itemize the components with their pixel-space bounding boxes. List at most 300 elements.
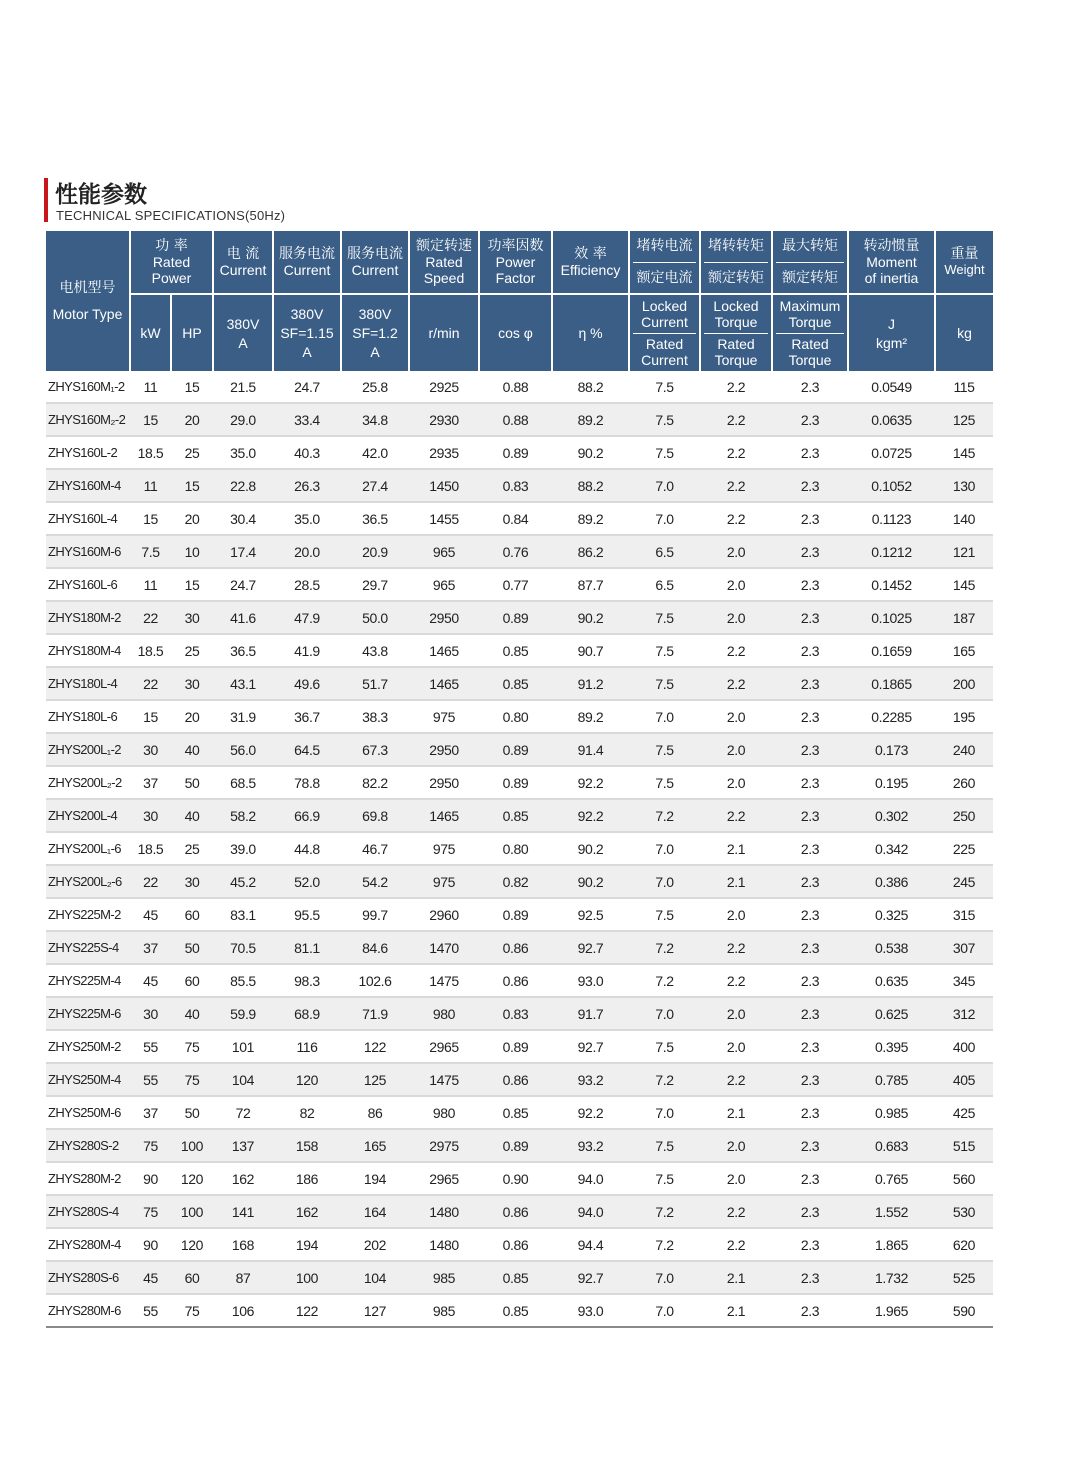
table-cell: 2.3 (772, 799, 848, 832)
table-cell: 2.3 (772, 1195, 848, 1228)
table-cell: 0.0725 (848, 436, 935, 469)
table-cell: 30 (130, 997, 171, 1030)
table-cell: 43.1 (213, 667, 273, 700)
table-cell: 7.2 (629, 1063, 700, 1096)
table-cell: 260 (935, 766, 993, 799)
table-cell: 0.1052 (848, 469, 935, 502)
table-cell: 158 (273, 1129, 341, 1162)
table-cell: 7.2 (629, 1195, 700, 1228)
table-cell-model: ZHYS280M-6 (46, 1294, 130, 1327)
table-cell: 2.3 (772, 634, 848, 667)
table-cell-model: ZHYS180L-4 (46, 667, 130, 700)
table-cell: 45 (130, 898, 171, 931)
table-row (46, 1096, 993, 1129)
table-cell: 1465 (409, 667, 479, 700)
table-cell: 0.0549 (848, 371, 935, 403)
table-cell: 1465 (409, 634, 479, 667)
table-cell: 2.3 (772, 733, 848, 766)
table-cell: 7.0 (629, 469, 700, 502)
table-cell: 1480 (409, 1195, 479, 1228)
header-max-torque-cn: 最大转矩 额定转矩 (772, 231, 848, 294)
table-cell: 100 (273, 1261, 341, 1294)
table-cell: 7.5 (629, 371, 700, 403)
table-cell: 7.5 (629, 898, 700, 931)
table-cell: 1470 (409, 931, 479, 964)
table-cell: 7.0 (629, 1096, 700, 1129)
table-cell: 965 (409, 535, 479, 568)
table-cell: 145 (935, 568, 993, 601)
table-cell: 405 (935, 1063, 993, 1096)
table-cell: 0.84 (479, 502, 552, 535)
header-current-unit: 380V A (213, 294, 273, 371)
table-cell: 92.2 (552, 766, 629, 799)
table-cell-model: ZHYS250M-4 (46, 1063, 130, 1096)
table-cell: 58.2 (213, 799, 273, 832)
table-cell: 975 (409, 832, 479, 865)
table-cell: 1.552 (848, 1195, 935, 1228)
header-sf115-unit: 380V SF=1.15 A (273, 294, 341, 371)
table-cell: 41.9 (273, 634, 341, 667)
table-cell: 6.5 (629, 535, 700, 568)
table-cell: 2.2 (700, 1063, 772, 1096)
table-cell: 2.3 (772, 1162, 848, 1195)
table-cell: 0.302 (848, 799, 935, 832)
table-cell: 7.5 (629, 634, 700, 667)
table-cell: 55 (130, 1063, 171, 1096)
table-cell: 0.85 (479, 667, 552, 700)
table-row (46, 964, 993, 997)
table-cell: 45 (130, 964, 171, 997)
table-cell: 20.0 (273, 535, 341, 568)
table-cell-model: ZHYS225S-4 (46, 931, 130, 964)
table-cell: 18.5 (130, 832, 171, 865)
table-cell: 245 (935, 865, 993, 898)
table-cell: 51.7 (341, 667, 409, 700)
table-cell: 2.0 (700, 601, 772, 634)
header-rated-speed: 额定转速 Rated Speed (409, 231, 479, 294)
table-cell: 2.2 (700, 502, 772, 535)
table-cell: 116 (273, 1030, 341, 1063)
table-cell: 15 (130, 502, 171, 535)
table-cell: 130 (935, 469, 993, 502)
table-cell: 36.5 (341, 502, 409, 535)
table-cell: 2.3 (772, 469, 848, 502)
table-cell: 86.2 (552, 535, 629, 568)
table-cell: 0.395 (848, 1030, 935, 1063)
header-efficiency: 效 率 Efficiency (552, 231, 629, 294)
table-cell: 2.0 (700, 766, 772, 799)
table-cell: 2.3 (772, 1129, 848, 1162)
header-inertia-unit: J kgm² (848, 294, 935, 371)
table-cell: 0.85 (479, 1096, 552, 1129)
table-cell: 106 (213, 1294, 273, 1327)
table-cell: 0.1865 (848, 667, 935, 700)
table-cell: 0.2285 (848, 700, 935, 733)
table-row (46, 1261, 993, 1294)
table-cell: 7.2 (629, 964, 700, 997)
table-cell: 93.0 (552, 964, 629, 997)
table-cell: 46.7 (341, 832, 409, 865)
table-cell: 15 (171, 371, 213, 403)
table-cell: 0.1659 (848, 634, 935, 667)
table-cell: 22 (130, 667, 171, 700)
table-cell: 2.3 (772, 1228, 848, 1261)
table-cell: 2.3 (772, 568, 848, 601)
table-cell: 0.88 (479, 371, 552, 403)
header-pf-unit: cos φ (479, 294, 552, 371)
header-hp: HP (171, 294, 213, 371)
table-cell: 164 (341, 1195, 409, 1228)
table-cell: 71.9 (341, 997, 409, 1030)
table-cell: 31.9 (213, 700, 273, 733)
table-cell: 54.2 (341, 865, 409, 898)
table-cell-model: ZHYS200L₁-2 (46, 733, 130, 766)
table-cell: 0.325 (848, 898, 935, 931)
table-cell: 50.0 (341, 601, 409, 634)
table-cell: 90.2 (552, 865, 629, 898)
table-cell: 0.88 (479, 403, 552, 436)
table-cell: 2.3 (772, 502, 848, 535)
table-cell: 18.5 (130, 436, 171, 469)
header-service-current-12: 服务电流 Current (341, 231, 409, 294)
table-cell: 7.5 (629, 403, 700, 436)
table-cell: 2.2 (700, 1228, 772, 1261)
table-cell: 60 (171, 964, 213, 997)
table-cell: 0.1025 (848, 601, 935, 634)
table-cell: 590 (935, 1294, 993, 1327)
table-cell-model: ZHYS160M-6 (46, 535, 130, 568)
table-cell: 1.865 (848, 1228, 935, 1261)
table-cell: 120 (171, 1162, 213, 1195)
table-cell: 2975 (409, 1129, 479, 1162)
table-cell: 0.0635 (848, 403, 935, 436)
table-cell: 55 (130, 1030, 171, 1063)
table-cell-model: ZHYS180M-4 (46, 634, 130, 667)
table-cell: 1450 (409, 469, 479, 502)
table-cell: 2.0 (700, 997, 772, 1030)
header-kw: kW (130, 294, 171, 371)
table-cell: 2.2 (700, 667, 772, 700)
table-row (46, 436, 993, 469)
table-cell-model: ZHYS225M-4 (46, 964, 130, 997)
table-cell: 0.86 (479, 1195, 552, 1228)
table-cell: 0.765 (848, 1162, 935, 1195)
table-cell: 102.6 (341, 964, 409, 997)
table-cell: 2925 (409, 371, 479, 403)
table-cell: 2.3 (772, 1294, 848, 1327)
table-cell: 7.5 (629, 1162, 700, 1195)
table-cell: 1475 (409, 1063, 479, 1096)
table-cell-model: ZHYS180M-2 (46, 601, 130, 634)
table-cell: 41.6 (213, 601, 273, 634)
table-cell: 0.86 (479, 931, 552, 964)
table-cell: 7.5 (629, 667, 700, 700)
table-cell-model: ZHYS160M-4 (46, 469, 130, 502)
table-cell: 75 (171, 1294, 213, 1327)
table-cell: 122 (341, 1030, 409, 1063)
table-cell: 21.5 (213, 371, 273, 403)
table-cell: 7.5 (629, 766, 700, 799)
table-cell: 92.7 (552, 1261, 629, 1294)
table-cell: 7.0 (629, 1261, 700, 1294)
table-cell: 2950 (409, 733, 479, 766)
table-cell: 2.3 (772, 964, 848, 997)
table-cell: 2.2 (700, 799, 772, 832)
table-cell: 240 (935, 733, 993, 766)
table-row (46, 700, 993, 733)
table-cell: 0.625 (848, 997, 935, 1030)
table-cell: 0.77 (479, 568, 552, 601)
table-cell: 83.1 (213, 898, 273, 931)
table-cell: 25 (171, 436, 213, 469)
table-row (46, 1129, 993, 1162)
table-cell: 15 (171, 469, 213, 502)
table-cell: 93.2 (552, 1063, 629, 1096)
table-cell: 104 (341, 1261, 409, 1294)
table-cell: 1480 (409, 1228, 479, 1261)
header-locked-current-en: Locked Current Rated Current (629, 294, 700, 371)
table-cell: 2.3 (772, 898, 848, 931)
table-cell: 30 (171, 865, 213, 898)
table-cell: 307 (935, 931, 993, 964)
table-cell: 2960 (409, 898, 479, 931)
table-cell: 87 (213, 1261, 273, 1294)
table-cell: 2.3 (772, 865, 848, 898)
table-cell: 25 (171, 634, 213, 667)
table-body (46, 371, 993, 1327)
table-cell: 87.7 (552, 568, 629, 601)
header-rated-power: 功 率 Rated Power (130, 231, 213, 294)
table-cell: 20.9 (341, 535, 409, 568)
title-accent-bar (44, 178, 48, 222)
table-row (46, 601, 993, 634)
table-cell: 162 (213, 1162, 273, 1195)
table-cell: 2.2 (700, 931, 772, 964)
table-cell: 90.2 (552, 601, 629, 634)
table-cell: 30 (171, 601, 213, 634)
table-cell: 7.5 (629, 601, 700, 634)
table-cell: 2.0 (700, 733, 772, 766)
table-cell: 94.0 (552, 1162, 629, 1195)
table-row (46, 535, 993, 568)
header-locked-current-cn: 堵转电流 额定电流 (629, 231, 700, 294)
table-row (46, 898, 993, 931)
table-cell: 2.0 (700, 535, 772, 568)
title-chinese: 性能参数 (55, 182, 147, 208)
table-cell: 2.0 (700, 898, 772, 931)
table-cell: 17.4 (213, 535, 273, 568)
table-cell-model: ZHYS250M-6 (46, 1096, 130, 1129)
title-english: TECHNICAL SPECIFICATIONS(50Hz) (56, 208, 286, 223)
table-cell: 36.5 (213, 634, 273, 667)
table-cell: 55 (130, 1294, 171, 1327)
header-motor-type: 电机型号 Motor Type (46, 231, 130, 371)
table-cell: 0.538 (848, 931, 935, 964)
table-cell: 425 (935, 1096, 993, 1129)
table-cell: 2935 (409, 436, 479, 469)
table-cell: 0.1212 (848, 535, 935, 568)
table-cell: 2.1 (700, 1294, 772, 1327)
table-cell: 30.4 (213, 502, 273, 535)
table-row (46, 1195, 993, 1228)
table-cell: 122 (273, 1294, 341, 1327)
table-cell: 0.86 (479, 1063, 552, 1096)
table-cell: 125 (341, 1063, 409, 1096)
table-cell: 2.0 (700, 1162, 772, 1195)
table-cell: 200 (935, 667, 993, 700)
table-cell-model: ZHYS160L-4 (46, 502, 130, 535)
table-cell: 0.89 (479, 436, 552, 469)
table-row (46, 799, 993, 832)
table-cell: 125 (935, 403, 993, 436)
table-cell: 0.89 (479, 766, 552, 799)
table-cell: 400 (935, 1030, 993, 1063)
table-cell: 2.0 (700, 1129, 772, 1162)
table-cell-model: ZHYS200L₂-2 (46, 766, 130, 799)
table-cell: 60 (171, 1261, 213, 1294)
table-cell: 194 (273, 1228, 341, 1261)
table-cell: 81.1 (273, 931, 341, 964)
table-cell: 7.2 (629, 931, 700, 964)
table-cell: 30 (130, 799, 171, 832)
table-cell: 1.965 (848, 1294, 935, 1327)
header-sf12-unit: 380V SF=1.2 A (341, 294, 409, 371)
table-cell: 345 (935, 964, 993, 997)
header-service-current-115: 服务电流 Current (273, 231, 341, 294)
table-cell: 64.5 (273, 733, 341, 766)
table-cell: 15 (171, 568, 213, 601)
table-cell: 7.5 (629, 436, 700, 469)
table-cell: 92.2 (552, 1096, 629, 1129)
table-cell: 0.85 (479, 799, 552, 832)
table-cell-model: ZHYS280S-2 (46, 1129, 130, 1162)
table-cell: 2.0 (700, 700, 772, 733)
table-cell: 0.683 (848, 1129, 935, 1162)
table-cell: 37 (130, 931, 171, 964)
table-cell-model: ZHYS200L-4 (46, 799, 130, 832)
table-cell: 37 (130, 1096, 171, 1129)
table-cell: 2.3 (772, 371, 848, 403)
table-cell: 120 (171, 1228, 213, 1261)
table-cell: 7.5 (629, 1129, 700, 1162)
table-cell: 2.1 (700, 1096, 772, 1129)
table-cell: 2.2 (700, 436, 772, 469)
table-cell: 30 (130, 733, 171, 766)
table-cell: 0.985 (848, 1096, 935, 1129)
table-cell: 0.86 (479, 1228, 552, 1261)
header-weight: 重量 Weight (935, 231, 993, 294)
table-cell: 2.2 (700, 403, 772, 436)
header-max-torque-en: Maximum Torque Rated Torque (772, 294, 848, 371)
table-cell: 2950 (409, 601, 479, 634)
table-cell: 90 (130, 1162, 171, 1195)
header-power-factor: 功率因数 Power Factor (479, 231, 552, 294)
table-cell: 7.0 (629, 1294, 700, 1327)
table-cell: 7.0 (629, 832, 700, 865)
table-cell: 43.8 (341, 634, 409, 667)
table-cell: 2.1 (700, 1261, 772, 1294)
header-locked-torque-en: Locked Torque Rated Torque (700, 294, 772, 371)
table-cell: 93.2 (552, 1129, 629, 1162)
table-cell: 90.2 (552, 436, 629, 469)
table-cell: 2.3 (772, 997, 848, 1030)
table-cell: 2.3 (772, 766, 848, 799)
table-cell: 141 (213, 1195, 273, 1228)
table-cell: 0.80 (479, 700, 552, 733)
table-cell: 1.732 (848, 1261, 935, 1294)
table-cell: 33.4 (273, 403, 341, 436)
table-cell: 186 (273, 1162, 341, 1195)
header-current: 电 流 Current (213, 231, 273, 294)
table-cell: 2950 (409, 766, 479, 799)
header-locked-torque-cn: 堵转转矩 额定转矩 (700, 231, 772, 294)
table-cell: 94.4 (552, 1228, 629, 1261)
table-cell: 7.5 (629, 1030, 700, 1063)
table-cell: 94.0 (552, 1195, 629, 1228)
table-cell: 0.82 (479, 865, 552, 898)
table-cell: 0.90 (479, 1162, 552, 1195)
table-cell-model: ZHYS160L-6 (46, 568, 130, 601)
table-cell: 312 (935, 997, 993, 1030)
table-cell: 7.0 (629, 502, 700, 535)
table-cell: 0.386 (848, 865, 935, 898)
table-cell: 25 (171, 832, 213, 865)
table-cell: 7.2 (629, 799, 700, 832)
table-cell: 11 (130, 568, 171, 601)
table-cell: 985 (409, 1294, 479, 1327)
table-cell: 0.85 (479, 1294, 552, 1327)
table-cell: 2.0 (700, 568, 772, 601)
table-cell: 2.2 (700, 469, 772, 502)
table-cell: 88.2 (552, 469, 629, 502)
table-cell: 93.0 (552, 1294, 629, 1327)
table-row (46, 766, 993, 799)
table-cell: 40 (171, 799, 213, 832)
table-cell: 36.7 (273, 700, 341, 733)
header-weight-unit: kg (935, 294, 993, 371)
table-cell: 28.5 (273, 568, 341, 601)
table-cell-model: ZHYS180L-6 (46, 700, 130, 733)
header-inertia: 转动惯量 Moment of inertia (848, 231, 935, 294)
table-cell-model: ZHYS200L₁-6 (46, 832, 130, 865)
table-cell: 0.342 (848, 832, 935, 865)
table-row (46, 634, 993, 667)
table-cell: 620 (935, 1228, 993, 1261)
table-cell: 0.83 (479, 997, 552, 1030)
table-row (46, 1294, 993, 1327)
table-cell: 2.0 (700, 1030, 772, 1063)
table-cell: 35.0 (273, 502, 341, 535)
table-row (46, 568, 993, 601)
table-cell: 0.635 (848, 964, 935, 997)
table-cell: 2.3 (772, 832, 848, 865)
table-cell: 15 (130, 403, 171, 436)
table-cell: 68.5 (213, 766, 273, 799)
table-cell: 980 (409, 1096, 479, 1129)
table-cell: 40 (171, 733, 213, 766)
table-row (46, 733, 993, 766)
table-cell-model: ZHYS280S-4 (46, 1195, 130, 1228)
table-cell: 0.85 (479, 1261, 552, 1294)
header-eff-unit: η % (552, 294, 629, 371)
table-cell: 0.80 (479, 832, 552, 865)
table-cell-model: ZHYS200L₂-6 (46, 865, 130, 898)
table-cell: 515 (935, 1129, 993, 1162)
table-cell: 202 (341, 1228, 409, 1261)
table-cell: 38.3 (341, 700, 409, 733)
table-cell: 7.5 (629, 733, 700, 766)
table-cell: 2.3 (772, 1096, 848, 1129)
